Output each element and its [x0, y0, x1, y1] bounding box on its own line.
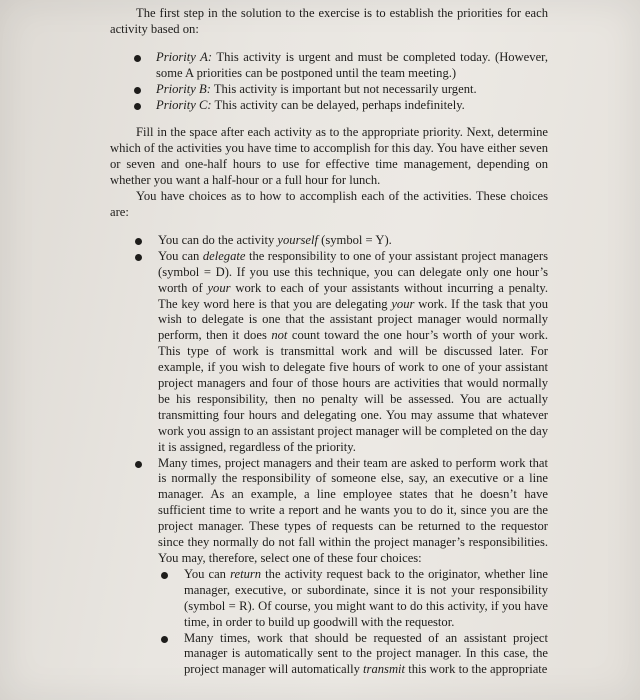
choice-text: work to each of your assistants without incurring a penalty. The key word here is that you are delegating	[158, 280, 549, 311]
bullet-icon	[134, 87, 141, 94]
fill-paragraph: Fill in the space after each activity as to the appropriate priority. Next, determine which of the activities you have time to accomplish for this day. You have either seven or seven and one-half hours to use for effective time management, depending on whether you want a half-hour or a full hour for lunch.	[110, 125, 548, 188]
text-column	[110, 6, 548, 678]
spacer	[110, 113, 548, 125]
choice-emphasis: yourself	[277, 232, 318, 247]
priority-list	[156, 50, 548, 114]
choice-emphasis: your	[207, 280, 231, 295]
choice-text: You can	[184, 566, 231, 581]
choice-text: this work to the appropriate	[405, 662, 548, 677]
choice-emphasis: delegate	[202, 248, 246, 263]
bullet-icon	[161, 636, 168, 643]
priority-label: Priority C:	[156, 97, 212, 112]
priority-text: This activity is urgent and must be completed today. (However, some A priorities can be postponed until the team meeting.)	[156, 49, 548, 80]
choice-text: You can	[158, 248, 203, 263]
choice-text: the responsibility to one of your assistant project managers (symbol = D). If you use this technique, you can delegate only one hour’s worth of	[158, 248, 548, 295]
choice-text: Many times, work that should be requested of an assistant project manager is automatically sent to the project manager. In this case, the project manager will automatically	[184, 630, 548, 677]
sub-choice-return	[184, 567, 548, 631]
priority-item-c	[156, 98, 548, 114]
priority-label: Priority A:	[156, 49, 213, 64]
choice-emphasis: your	[391, 296, 415, 311]
bullet-icon	[134, 55, 141, 62]
choice-delegate	[158, 249, 548, 456]
spacer	[110, 38, 548, 50]
choice-text: You can do the activity	[158, 232, 278, 247]
choice-emphasis: return	[230, 566, 262, 581]
choice-text: work. If the task that you wish to delegate is one that the assistant project manager would normally perform, then it does	[158, 296, 548, 343]
priority-item-a	[156, 50, 548, 82]
sub-choice-transmit	[184, 631, 548, 679]
choice-text: count toward the one hour’s worth of your work. This type of work is transmittal work and will be discussed later. For example, if you wish to delegate five hours of work to one of your assistant project managers and four of those hours are activities that would normally be his responsibility, then no penalty will be assessed. You are actually transmitting four hours and delegating one. You may assume that whatever work you assign to an assistant project manager will be completed on the day it is assigned, regardless of the priority.	[158, 328, 548, 454]
choices-list	[158, 233, 548, 678]
bullet-icon	[161, 572, 168, 579]
bullet-icon	[135, 461, 142, 468]
bullet-icon	[135, 238, 142, 245]
priority-text: This activity is important but not necessarily urgent.	[210, 81, 477, 96]
priority-item-b	[156, 82, 548, 98]
choice-emphasis: not	[271, 328, 288, 343]
choice-yourself	[158, 233, 548, 249]
spacer	[110, 221, 548, 233]
choice-many-times	[158, 456, 548, 679]
sub-choices-list	[184, 567, 548, 678]
choice-text: the activity request back to the originator, whether line manager, executive, or subordinate, since it is not your responsibility (symbol = R). Of course, you might want to do this activity, if you have time, in order to build up goodwill with the requestor.	[184, 566, 548, 629]
choice-text: Many times, project managers and their team are asked to perform work that is normally the responsibility of someone else, say, an executive or a line manager. As an example, a line employee states that he doesn’t have sufficient time to write a report and he wants you to do it, since you are the project manager. These types of requests can be returned to the requestor since they normally do not fall within the project manager’s responsibilities. You may, therefore, select one of these four choices:	[158, 455, 548, 565]
choices-paragraph: You have choices as to how to accomplish each of the activities. These choices are:	[110, 189, 548, 219]
intro-paragraph: The first step in the solution to the exercise is to establish the priorities for each activity based on:	[110, 6, 548, 36]
priority-label: Priority B:	[156, 81, 211, 96]
bullet-icon	[135, 254, 142, 261]
priority-text: This activity can be delayed, perhaps indefinitely.	[211, 97, 465, 112]
choice-text: (symbol = Y).	[317, 232, 392, 247]
choice-emphasis: transmit	[363, 662, 406, 677]
bullet-icon	[134, 103, 141, 110]
